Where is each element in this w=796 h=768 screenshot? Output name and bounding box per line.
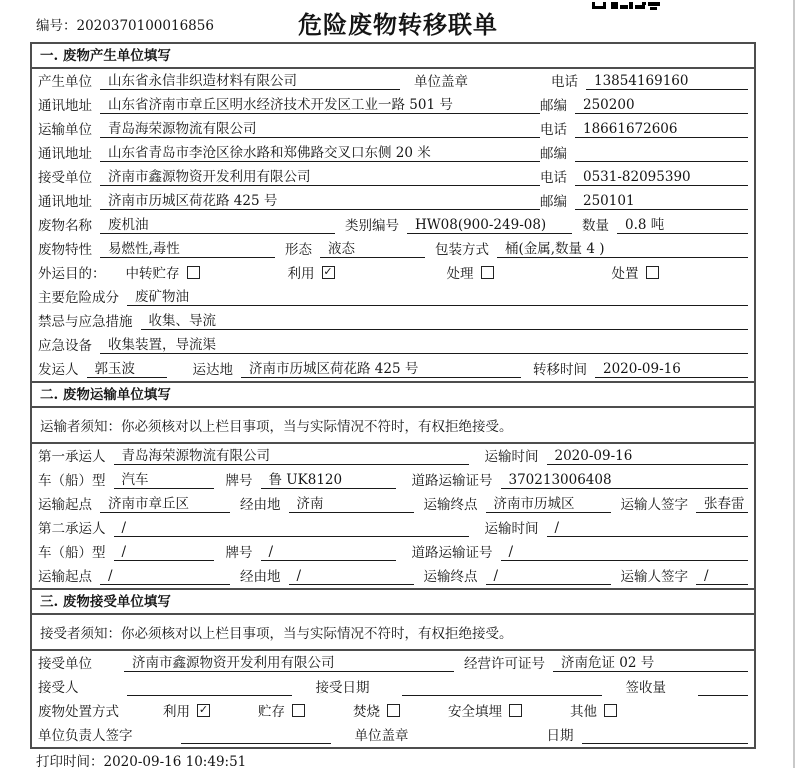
print-time-label: 打印时间：	[36, 754, 104, 768]
quantity-value: 0.8 吨	[617, 213, 748, 234]
destination-label: 运达地	[192, 362, 233, 378]
producer-value: 山东省永信非织造材料有限公司	[100, 69, 400, 90]
manager-sign-label: 单位负责人签字	[38, 728, 133, 744]
purpose-label: 外运目的：	[38, 266, 106, 282]
receiver-address-value: 济南市历城区荷花路 425 号	[100, 189, 540, 210]
destination-value: 济南市历城区荷花路 425 号	[241, 357, 521, 378]
row-receiver	[32, 165, 754, 189]
acceptor-value	[127, 679, 292, 696]
permit1-label: 道路运输证号	[411, 473, 493, 489]
purpose-treat-label: 处理	[446, 266, 474, 282]
row-taboo-measures	[32, 309, 754, 333]
disposal-option-incinerate	[353, 700, 400, 720]
receiver-seal-label: 单位盖章	[354, 728, 409, 744]
purpose-option-treat	[447, 262, 494, 282]
transfer-time-label: 转移时间	[533, 362, 587, 378]
producer-zip-value: 250200	[575, 97, 748, 114]
end1-value: 济南市历城区	[486, 492, 611, 513]
plate1-value: 鲁 UK8120	[261, 468, 396, 489]
carrier2-label: 第二承运人	[38, 521, 106, 537]
sign2-label: 运输人签字	[620, 569, 688, 585]
row-producer-address	[32, 93, 754, 117]
transporter-address-label: 通讯地址	[38, 146, 92, 162]
plate2-label: 牌号	[225, 545, 253, 561]
character-value: 易燃性,毒性	[100, 237, 275, 258]
transporter-address-value: 山东省青岛市李沧区徐水路和郑佛路交叉口东侧 20 米	[100, 141, 540, 162]
manifest-form	[30, 42, 756, 749]
unit-seal-label: 单位盖章	[414, 74, 468, 90]
plate2-value: /	[261, 544, 396, 561]
purpose-utilize-label: 利用	[287, 266, 315, 282]
producer-phone-value: 13854169160	[586, 73, 748, 90]
disposal-label: 废物处置方式	[38, 704, 119, 720]
origin2-label: 运输起点	[38, 569, 92, 585]
category-value: HW08(900-249-08)	[407, 217, 572, 234]
origin1-value: 济南市章丘区	[100, 492, 230, 513]
vehicle2-label: 车（船）型	[38, 545, 106, 561]
sign1-value: 张春雷	[696, 492, 748, 513]
carrier2-value: /	[114, 520, 469, 537]
date-value	[582, 727, 749, 744]
transporter-zip-label: 邮编	[540, 146, 567, 162]
receiver-value: 济南市鑫源物资开发利用有限公司	[100, 165, 540, 186]
producer-address-label: 通讯地址	[38, 98, 92, 114]
end1-label: 运输终点	[423, 497, 478, 513]
form-state-label: 形态	[285, 242, 312, 258]
row-vehicle2	[32, 540, 754, 564]
transport-time2-label: 运输时间	[484, 521, 539, 537]
accept-date-value	[402, 679, 602, 696]
form-state-value: 液态	[320, 237, 425, 258]
receiver-label: 接受单位	[38, 170, 92, 186]
section-producer	[32, 44, 754, 381]
row-manager-sign	[32, 723, 754, 747]
license-label: 经营许可证号	[464, 656, 545, 672]
plate1-label: 牌号	[225, 473, 253, 489]
section-receiver	[32, 588, 754, 747]
row-transporter	[32, 117, 754, 141]
quantity-label: 数量	[582, 218, 609, 234]
disposal-option-other	[570, 700, 617, 720]
category-label: 类别编号	[345, 218, 399, 234]
row-waste-name	[32, 213, 754, 237]
transporter-phone-value: 18661672606	[575, 121, 748, 138]
taboo-label: 禁忌与应急措施	[38, 314, 133, 330]
checkbox-treat	[481, 266, 494, 279]
sign1-label: 运输人签字	[620, 497, 688, 513]
via2-value: /	[289, 568, 414, 585]
receiver-address-label: 通讯地址	[38, 194, 92, 210]
row-shipper	[32, 357, 754, 381]
manager-sign-value	[181, 727, 331, 744]
permit2-value: /	[501, 544, 749, 561]
hazard-value: 废矿物油	[127, 285, 748, 306]
producer-phone-label: 电话	[551, 74, 578, 90]
sign2-value: /	[696, 568, 748, 585]
producer-address-value: 山东省济南市章丘区明水经济技术开发区工业一路 501 号	[100, 93, 540, 114]
serial-label: 编号：	[36, 18, 77, 34]
section-transporter	[32, 381, 754, 588]
receiver-phone-label: 电话	[540, 170, 567, 186]
producer-label: 产生单位	[38, 74, 92, 90]
row-producer	[32, 69, 754, 93]
shipper-value: 郭玉波	[87, 357, 167, 378]
checkbox-disposal-utilize: ✓	[198, 702, 209, 716]
disposal-store-label: 贮存	[258, 704, 285, 720]
via1-value: 济南	[289, 492, 414, 513]
permit2-label: 道路运输证号	[411, 545, 493, 561]
accept-unit-value: 济南市鑫源物资开发利用有限公司	[124, 651, 454, 672]
accept-date-label: 接受日期	[315, 680, 370, 696]
sign-qty-label: 签收量	[625, 680, 666, 696]
row-transporter-address	[32, 141, 754, 165]
row-route2	[32, 564, 754, 588]
row-waste-character	[32, 237, 754, 261]
disposal-option-landfill	[448, 700, 522, 720]
section-1-header: 一. 废物产生单位填写	[32, 44, 754, 69]
taboo-value: 收集、导流	[141, 309, 749, 330]
checkbox-disposal-store	[292, 704, 305, 717]
purpose-option-dispose	[612, 262, 659, 282]
via2-label: 经由地	[240, 569, 281, 585]
row-accept-unit	[32, 651, 754, 675]
receiver-notice: 接受者须知：你必须核对以上栏目事项，当与实际情况不符时，有权拒绝接受。	[32, 615, 754, 651]
transport-time1-label: 运输时间	[484, 449, 539, 465]
row-emergency-equipment	[32, 333, 754, 357]
row-route1	[32, 492, 754, 516]
purpose-option-utilize	[288, 262, 335, 282]
license-value: 济南危证 02 号	[553, 651, 748, 672]
origin1-label: 运输起点	[38, 497, 92, 513]
shipper-label: 发运人	[38, 362, 79, 378]
accept-unit-label: 接受单位	[38, 656, 92, 672]
print-time-line	[36, 750, 246, 768]
row-disposal-method	[32, 699, 754, 723]
page-right-edge	[793, 0, 795, 768]
origin2-value: /	[100, 568, 230, 585]
transporter-zip-value	[575, 145, 748, 162]
checkbox-disposal-other	[604, 704, 617, 717]
checkbox-utilize: ✓	[323, 264, 333, 278]
row-acceptor	[32, 675, 754, 699]
vehicle1-value: 汽车	[114, 468, 214, 489]
waste-name-label: 废物名称	[38, 218, 92, 234]
disposal-incinerate-label: 焚烧	[353, 704, 380, 720]
purpose-option-transfer-storage	[126, 262, 200, 282]
checkbox-disposal-landfill	[509, 704, 522, 717]
transporter-notice: 运输者须知：你必须核对以上栏目事项，当与实际情况不符时，有权拒绝接受。	[32, 408, 754, 444]
row-first-carrier	[32, 444, 754, 468]
vehicle2-value: /	[114, 544, 214, 561]
section-2-header: 二. 废物运输单位填写	[32, 383, 754, 408]
row-vehicle1	[32, 468, 754, 492]
checkbox-transfer-storage	[187, 266, 200, 279]
carrier1-value: 青岛海荣源物流有限公司	[114, 444, 469, 465]
purpose-transfer-storage-label: 中转贮存	[125, 266, 180, 282]
hazard-label: 主要危险成分	[38, 290, 119, 306]
permit1-value: 370213006408	[501, 472, 749, 489]
row-hazard-component	[32, 285, 754, 309]
date-label: 日期	[546, 728, 574, 744]
row-receiver-address	[32, 189, 754, 213]
disposal-landfill-label: 安全填埋	[448, 704, 502, 720]
receiver-zip-label: 邮编	[540, 194, 567, 210]
print-time-value: 2020-09-16 10:49:51	[103, 754, 247, 768]
disposal-other-label: 其他	[570, 704, 597, 720]
transport-time2-value: /	[547, 520, 749, 537]
character-label: 废物特性	[38, 242, 92, 258]
transport-time1-value: 2020-09-16	[547, 448, 749, 465]
serial-value: 2020370100016856	[76, 18, 214, 34]
waste-name-value: 废机油	[100, 213, 335, 234]
transfer-time-value: 2020-09-16	[595, 361, 748, 378]
row-second-carrier	[32, 516, 754, 540]
row-purpose	[32, 261, 754, 285]
end2-value: /	[486, 568, 611, 585]
transporter-label: 运输单位	[38, 122, 92, 138]
receiver-zip-value: 250101	[575, 193, 748, 210]
disposal-option-utilize	[163, 700, 210, 720]
section-3-header: 三. 废物接受单位填写	[32, 590, 754, 615]
disposal-option-store	[258, 700, 305, 720]
disposal-utilize-label: 利用	[163, 704, 190, 720]
packing-label: 包装方式	[435, 242, 489, 258]
end2-label: 运输终点	[423, 569, 478, 585]
checkbox-disposal-incinerate	[387, 704, 400, 717]
transporter-value: 青岛海荣源物流有限公司	[100, 117, 540, 138]
producer-zip-label: 邮编	[540, 98, 567, 114]
equipment-value: 收集装置，导流渠	[100, 333, 748, 354]
checkbox-dispose	[646, 266, 659, 279]
packing-value: 桶(金属,数量 4 )	[497, 237, 748, 258]
equipment-label: 应急设备	[38, 338, 92, 354]
purpose-dispose-label: 处置	[611, 266, 639, 282]
receiver-phone-value: 0531-82095390	[575, 169, 748, 186]
transporter-phone-label: 电话	[540, 122, 567, 138]
via1-label: 经由地	[240, 497, 281, 513]
page-title: 危险废物转移联单	[298, 10, 498, 39]
carrier1-label: 第一承运人	[38, 449, 106, 465]
sign-qty-value	[698, 679, 748, 696]
vehicle1-label: 车（船）型	[38, 473, 106, 489]
acceptor-label: 接受人	[38, 680, 79, 696]
